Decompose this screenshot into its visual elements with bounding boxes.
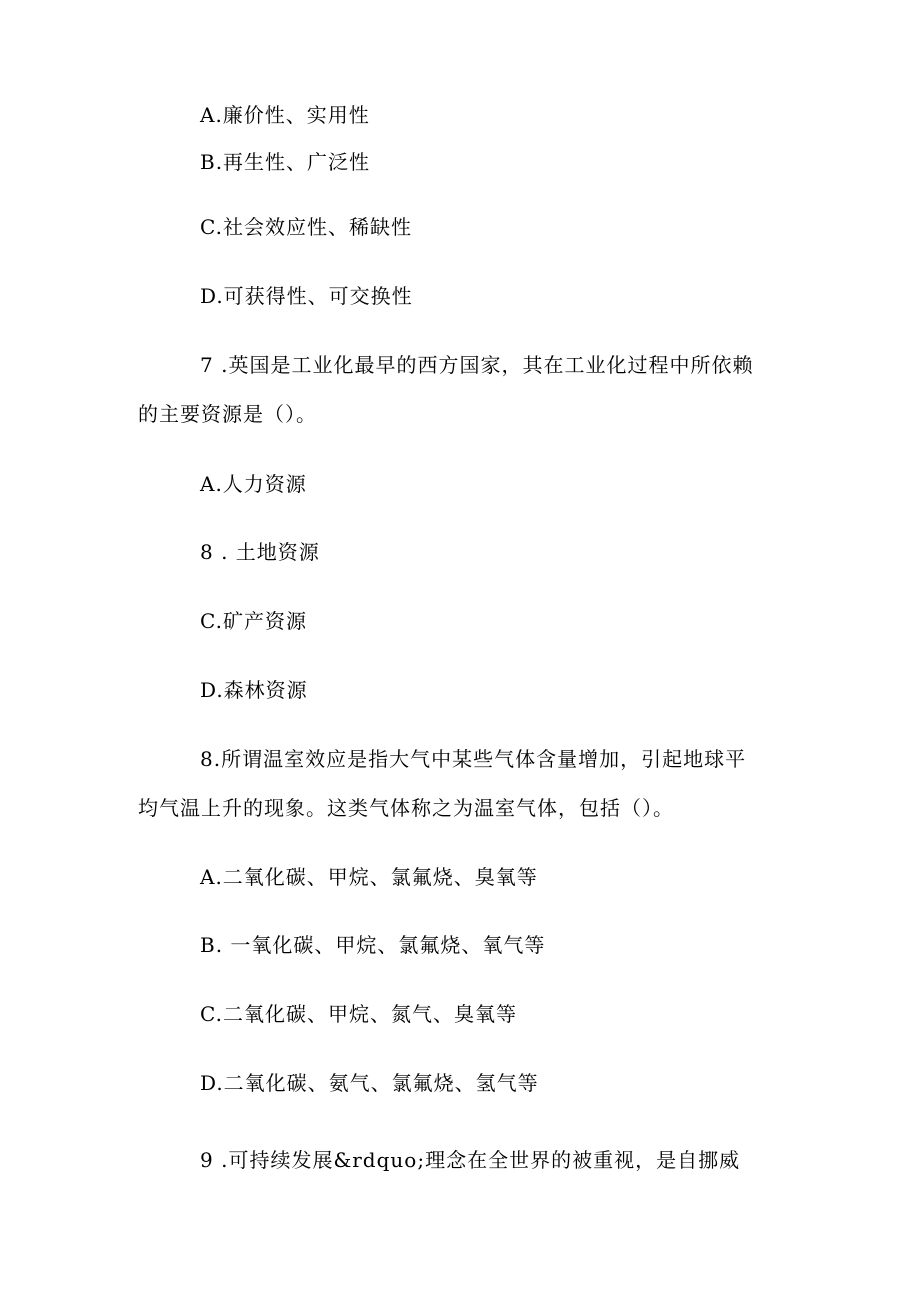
option-line: D.可获得性、可交换性 bbox=[200, 284, 413, 308]
option-line: B. 一氧化碳、甲烷、氯氟烧、氧气等 bbox=[200, 933, 546, 957]
option-line: B.再生性、广泛性 bbox=[200, 150, 371, 174]
option-line: A.二氧化碳、甲烷、氯氟烧、臭氧等 bbox=[200, 865, 538, 889]
question-continuation: 的主要资源是（）。 bbox=[138, 402, 317, 426]
option-line: D.二氧化碳、氨气、氯氟烧、氢气等 bbox=[200, 1071, 539, 1095]
option-line: A.人力资源 bbox=[200, 472, 307, 496]
option-line: A.廉价性、实用性 bbox=[200, 103, 370, 127]
question-line: 8.所谓温室效应是指大气中某些气体含量增加，引起地球平 bbox=[200, 747, 747, 771]
option-line: C.二氧化碳、甲烷、氮气、臭氧等 bbox=[200, 1002, 517, 1026]
option-line: 8 . 土地资源 bbox=[200, 540, 320, 564]
option-line: D.森林资源 bbox=[200, 678, 308, 702]
question-line: 7 .英国是工业化最早的西方国家，其在工业化过程中所依赖 bbox=[200, 353, 754, 377]
option-line: C.社会效应性、稀缺性 bbox=[200, 215, 412, 239]
question-line: 9 .可持续发展&rdquo;理念在全世界的被重视，是自挪威 bbox=[200, 1148, 741, 1172]
option-line: C.矿产资源 bbox=[200, 609, 307, 633]
question-continuation: 均气温上升的现象。这类气体称之为温室气体，包括（）。 bbox=[138, 796, 674, 820]
